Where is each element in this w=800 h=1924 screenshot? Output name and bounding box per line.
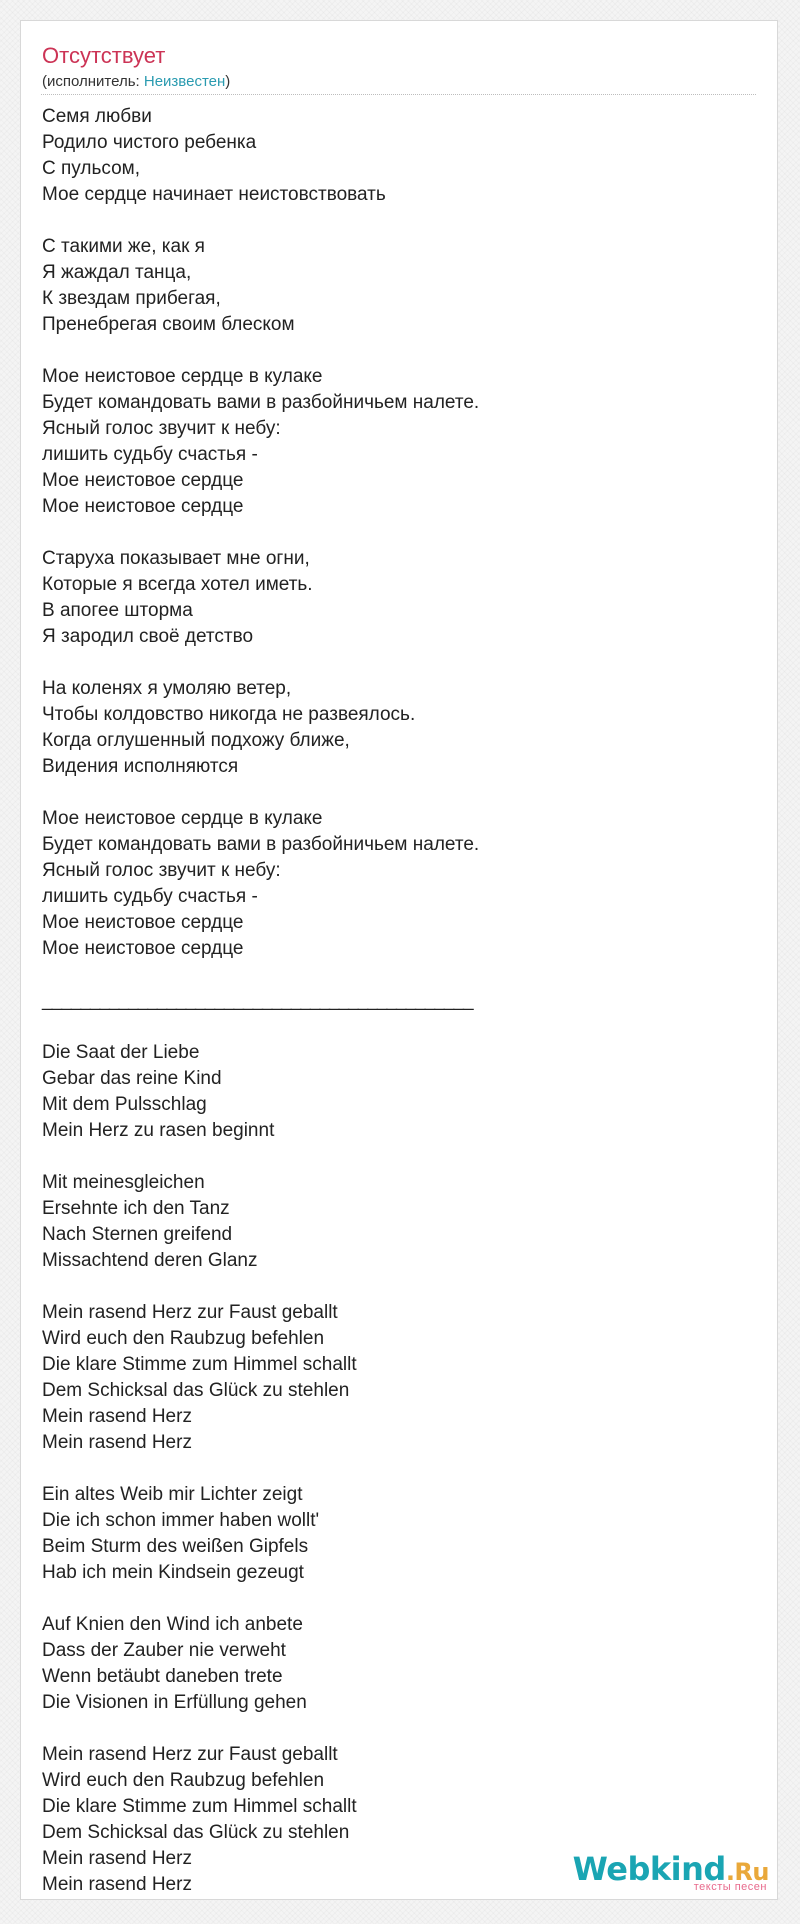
lyric-line: Мое неистовое сердце bbox=[42, 470, 244, 491]
logo-tld: .Ru bbox=[725, 1858, 769, 1886]
stanza bbox=[42, 1300, 742, 1456]
lyric-line: Ein altes Weib mir Lichter zeigt bbox=[42, 1484, 303, 1505]
song-title: Отсутствует bbox=[42, 43, 166, 68]
lyric-line: Die ich schon immer haben wollt' bbox=[42, 1510, 320, 1531]
lyric-line: Mein Herz zu rasen beginnt bbox=[42, 1120, 275, 1141]
lyric-line: К звездам прибегая, bbox=[42, 288, 221, 309]
lyric-line: Beim Sturm des weißen Gipfels bbox=[42, 1536, 309, 1557]
lyric-line: Ersehnte ich den Tanz bbox=[42, 1198, 230, 1219]
lyrics-separator: _____________________________________________ bbox=[42, 990, 473, 1011]
lyric-line: Старуха показывает мне огни, bbox=[42, 548, 310, 569]
lyric-line: Ясный голос звучит к небу: bbox=[42, 418, 281, 439]
stanza bbox=[42, 806, 742, 962]
lyric-line: Wird euch den Raubzug befehlen bbox=[42, 1328, 325, 1349]
performer-line bbox=[42, 73, 230, 91]
lyric-line: Будет командовать вами в разбойничьем налете. bbox=[42, 834, 480, 855]
lyric-line: Auf Knien den Wind ich anbete bbox=[42, 1614, 303, 1635]
lyric-line: Чтобы колдовство никогда не развеялось. bbox=[42, 704, 416, 725]
lyric-line: Мое неистовое сердце в кулаке bbox=[42, 808, 323, 829]
lyric-line: Die klare Stimme zum Himmel schallt bbox=[42, 1354, 357, 1375]
lyric-line: В апогее шторма bbox=[42, 600, 193, 621]
lyric-line: Mein rasend Herz bbox=[42, 1406, 192, 1427]
lyric-line: лишить судьбу счастья - bbox=[42, 886, 258, 907]
lyric-line: Ясный голос звучит к небу: bbox=[42, 860, 281, 881]
stanza bbox=[42, 364, 742, 520]
lyric-line: Мое неистовое сердце в кулаке bbox=[42, 366, 323, 387]
lyric-line: Die klare Stimme zum Himmel schallt bbox=[42, 1796, 357, 1817]
lyric-line: Я зародил своё детство bbox=[42, 626, 254, 647]
lyric-line: Wenn betäubt daneben trete bbox=[42, 1666, 283, 1687]
lyric-line: С пульсом, bbox=[42, 158, 140, 179]
lyric-line: На коленях я умоляю ветер, bbox=[42, 678, 292, 699]
lyric-line: Die Saat der Liebe bbox=[42, 1042, 200, 1063]
lyric-line: Мое сердце начинает неистовствовать bbox=[42, 184, 386, 205]
lyric-line: Dass der Zauber nie verweht bbox=[42, 1640, 286, 1661]
stanza bbox=[42, 104, 742, 208]
lyric-line: Die Visionen in Erfüllung gehen bbox=[42, 1692, 307, 1713]
stanza bbox=[42, 546, 742, 650]
lyric-line: Мое неистовое сердце bbox=[42, 496, 244, 517]
performer-suffix: ) bbox=[225, 73, 231, 90]
lyrics-body bbox=[42, 104, 742, 1924]
lyrics-russian bbox=[42, 104, 742, 962]
lyric-line: Dem Schicksal das Glück zu stehlen bbox=[42, 1822, 350, 1843]
lyric-line: Gebar das reine Kind bbox=[42, 1068, 222, 1089]
lyric-line: Mein rasend Herz zur Faust geballt bbox=[42, 1744, 338, 1765]
stanza bbox=[42, 234, 742, 338]
lyric-line: Видения исполняются bbox=[42, 756, 239, 777]
stanza bbox=[42, 1612, 742, 1716]
logo-tagline: тексты песен bbox=[693, 1881, 767, 1893]
lyric-line: Mein rasend Herz bbox=[42, 1432, 192, 1453]
header-divider bbox=[41, 94, 756, 95]
stanza bbox=[42, 676, 742, 780]
lyrics-german bbox=[42, 1040, 742, 1898]
lyrics-card bbox=[20, 20, 778, 1900]
lyric-line: Nach Sternen greifend bbox=[42, 1224, 233, 1245]
lyric-line: лишить судьбу счастья - bbox=[42, 444, 258, 465]
lyric-line: С такими же, как я bbox=[42, 236, 205, 257]
performer-link[interactable]: Неизвестен bbox=[143, 73, 226, 90]
lyric-line: Семя любви bbox=[42, 106, 152, 127]
logo-wordmark: Webkind bbox=[572, 1850, 726, 1888]
lyric-line: Mein rasend Herz bbox=[42, 1848, 192, 1869]
lyric-line: Mein rasend Herz bbox=[42, 1874, 192, 1895]
lyric-line: Пренебрегая своим блеском bbox=[42, 314, 295, 335]
stanza bbox=[42, 1482, 742, 1586]
lyric-line: Mit meinesgleichen bbox=[42, 1172, 205, 1193]
lyric-line: Mein rasend Herz zur Faust geballt bbox=[42, 1302, 338, 1323]
lyric-line: Я жаждал танца, bbox=[42, 262, 192, 283]
lyric-line: Родило чистого ребенка bbox=[42, 132, 257, 153]
lyric-line: Которые я всегда хотел иметь. bbox=[42, 574, 313, 595]
lyric-line: Мое неистовое сердце bbox=[42, 912, 244, 933]
stanza bbox=[42, 1040, 742, 1144]
lyric-line: Будет командовать вами в разбойничьем налете. bbox=[42, 392, 480, 413]
lyric-line: Dem Schicksal das Glück zu stehlen bbox=[42, 1380, 350, 1401]
lyric-line: Mit dem Pulsschlag bbox=[42, 1094, 207, 1115]
stanza bbox=[42, 1170, 742, 1274]
site-logo[interactable] bbox=[572, 1850, 769, 1893]
performer-prefix: (исполнитель: bbox=[42, 73, 144, 90]
lyric-line: Hab ich mein Kindsein gezeugt bbox=[42, 1562, 304, 1583]
lyric-line: Когда оглушенный подхожу ближе, bbox=[42, 730, 350, 751]
lyric-line: Missachtend deren Glanz bbox=[42, 1250, 258, 1271]
lyric-line: Wird euch den Raubzug befehlen bbox=[42, 1770, 325, 1791]
lyric-line: Мое неистовое сердце bbox=[42, 938, 244, 959]
